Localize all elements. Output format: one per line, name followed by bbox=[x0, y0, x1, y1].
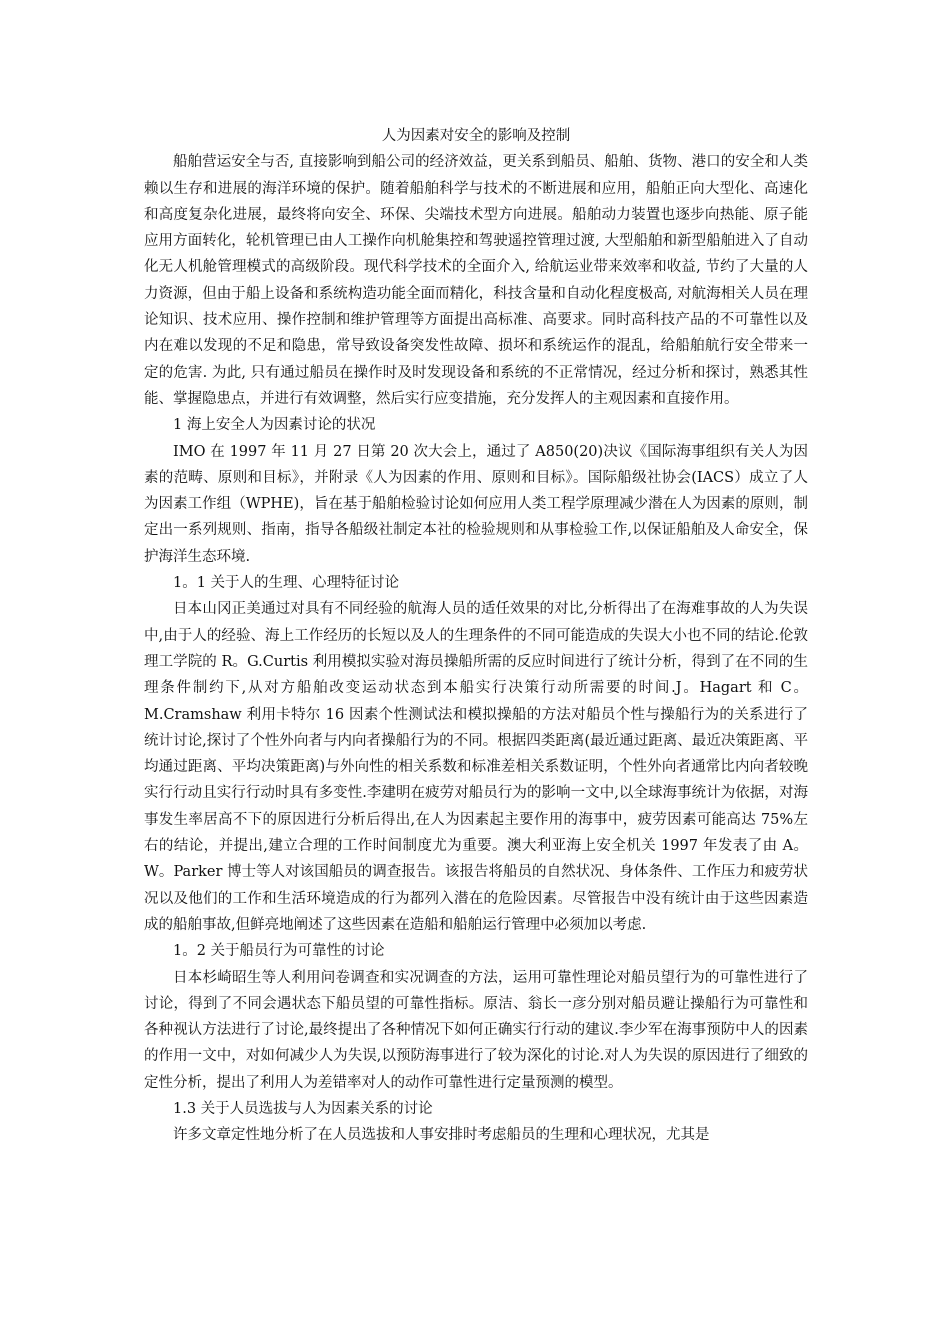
section-heading-1: 1 海上安全人为因素讨论的状况 bbox=[173, 417, 376, 434]
section-1-1-paragraph: 日本山冈正美通过对具有不同经验的航海人员的适任效果的对比,分析得出了在海难事故的人为失误中,由于人的经验、海上工作经历的长短以及人的生理条件的不同可能造成的失误大小也不同的结论.伦敦理工学院的 R。G.Curtis 利用模拟实验对海员操船所需的反应时间进行了统计分析，得到了在不同的生理条件制约下,从对方船舶改变运动状态到本船实行决策行动所需要的时间.J。Hagart 和 C。M.Cramshaw 利用卡特尔 16 因素个性测试法和模拟操船的方法对船员个性与操船行为的关系进行了统计讨论,探讨了个性外向者与内向者操船行为的不同。根据四类距离(最近通过距离、最近决策距离、平均通过距离、平均决策距离)与外向性的相关系数和标准差相关系数证明，个性外向者通常比内向者较晚实行行动且实行行动时具有多变性.李建明在疲劳对船员行为的影响一文中,以全球海事统计为依据，对海事发生率居高不下的原因进行分析后得出,在人为因素起主要作用的海事中，疲劳因素可能高达 75%左右的结论，并提出,建立合理的工作时间制度尤为重要。澳大利亚海上安全机关 1997 年发表了由 A。W。Parker 博士等人对该国船员的调查报告。该报告将船员的自然状况、身体条件、工作压力和疲劳状况以及他们的工作和生活环境造成的行为都列入潜在的危险因素。尽管报告中没有统计由于这些因素造成的船舶事故,但鲜亮地阐述了这些因素在造船和船舶运行管理中必须加以考虑. bbox=[144, 601, 808, 933]
intro-paragraph: 船舶营运安全与否, 直接影响到船公司的经济效益，更关系到船员、船舶、货物、港口的安全和人类赖以生存和进展的海洋环境的保护。随着船舶科学与技术的不断进展和应用，船舶正向大型化、高速化和高度复杂化进展，最终将向安全、环保、尖端技术型方向进展。船舶动力装置也逐步向热能、原子能应用方面转化，轮机管理已由人工操作向机舱集控和驾驶遥控管理过渡, 大型船舶和新型船舶进入了自动化无人机舱管理模式的高级阶段。现代科学技术的全面介入, 给航运业带来效率和收益, 节约了大量的人力资源，但由于船上设备和系统构造功能全面而精化，科技含量和自动化程度极高, 对航海相关人员在理论知识、技术应用、操作控制和维护管理等方面提出高标准、高要求。同时高科技产品的不可靠性以及内在难以发现的不足和隐患，常导致设备突发性故障、损坏和系统运作的混乱，给船舶航行安全带来一定的危害. 为此, 只有通过船员在操作时及时发现设备和系统的不正常情况，经过分析和探讨，熟悉其性能、掌握隐患点，并进行有效调整，然后实行应变措施，充分发挥人的主观因素和直接作用。 bbox=[144, 154, 808, 407]
section-heading-1-1: 1。1 关于人的生理、心理特征讨论 bbox=[173, 575, 400, 592]
document-page bbox=[144, 123, 808, 1149]
document-title: 人为因素对安全的影响及控制 bbox=[381, 128, 571, 144]
section-heading-1-3: 1.3 关于人员选拔与人为因素关系的讨论 bbox=[173, 1100, 433, 1117]
section-1-paragraph: IMO 在 1997 年 11 月 27 日第 20 次大会上，通过了 A850(20)决议《国际海事组织有关人为因素的范畴、原则和目标》，并附录《人为因素的作用、原则和目标》。国际船级社协会(IACS）成立了人为因素工作组（WPHE)，旨在基于船舶检验讨论如何应用人类工程学原理减少潜在人为因素的原则，制定出一系列规则、指南，指导各船级社制定本社的检验规则和从事检验工作,以保证船舶及人命安全，保护海洋生态环境. bbox=[144, 443, 808, 565]
section-1-2-paragraph: 日本杉崎昭生等人利用问卷调查和实况调查的方法，运用可靠性理论对船员望行为的可靠性进行了讨论，得到了不同会遇状态下船员望的可靠性指标。原洁、翁长一彦分别对船员避让操船行为可靠性和各种视认方法进行了讨论,最终提出了各种情况下如何正确实行行动的建议.李少军在海事预防中人的因素的作用一文中，对如何减少人为失误,以预防海事进行了较为深化的讨论.对人为失误的原因进行了细致的定性分析，提出了利用人为差错率对人的动作可靠性进行定量预测的模型。 bbox=[144, 969, 808, 1091]
section-heading-1-2: 1。2 关于船员行为可靠性的讨论 bbox=[173, 943, 385, 960]
section-1-3-paragraph: 许多文章定性地分析了在人员选拔和人事安排时考虑船员的生理和心理状况，尤其是 bbox=[173, 1127, 710, 1144]
